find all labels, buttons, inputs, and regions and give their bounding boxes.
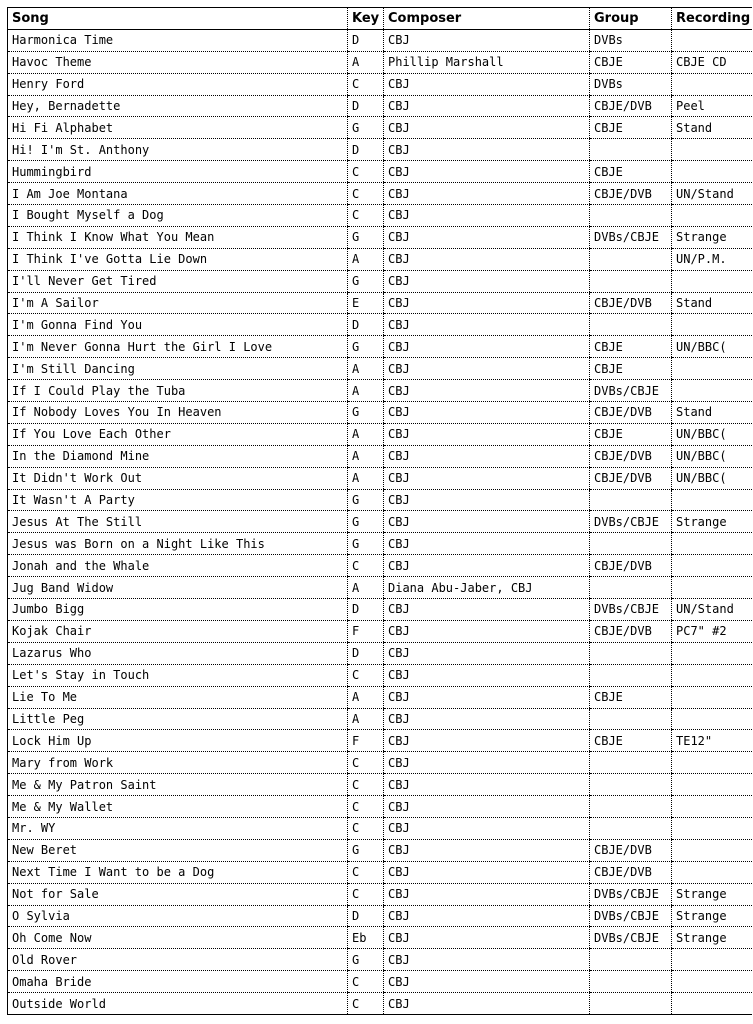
table-row — [8, 51, 752, 73]
cell-group[interactable]: DVBs/CBJE — [590, 511, 672, 533]
cell-group[interactable] — [590, 489, 672, 511]
cell-group[interactable]: CBJE/DVB — [590, 555, 672, 577]
cell-song[interactable]: Jesus was Born on a Night Like This — [8, 533, 348, 555]
cell-recording[interactable] — [672, 993, 752, 1015]
cell-composer[interactable]: CBJ — [384, 861, 590, 883]
table-row — [8, 620, 752, 642]
cell-group[interactable] — [590, 139, 672, 161]
cell-group[interactable]: CBJE — [590, 336, 672, 358]
table-row — [8, 599, 752, 621]
cell-song[interactable]: Little Peg — [8, 708, 348, 730]
cell-group[interactable]: CBJE — [590, 117, 672, 139]
cell-key[interactable]: A — [348, 445, 384, 467]
cell-composer[interactable]: CBJ — [384, 555, 590, 577]
cell-composer[interactable]: CBJ — [384, 993, 590, 1015]
cell-group[interactable] — [590, 949, 672, 971]
table-row — [8, 927, 752, 949]
cell-composer[interactable]: CBJ — [384, 314, 590, 336]
cell-key[interactable]: C — [348, 883, 384, 905]
cell-recording[interactable]: Strange — [672, 511, 752, 533]
cell-group[interactable] — [590, 248, 672, 270]
cell-key[interactable]: A — [348, 467, 384, 489]
table-row — [8, 402, 752, 424]
header-song: Song — [8, 8, 348, 30]
cell-key[interactable]: G — [348, 402, 384, 424]
cell-group[interactable]: CBJE — [590, 423, 672, 445]
cell-composer[interactable]: CBJ — [384, 467, 590, 489]
cell-group[interactable] — [590, 708, 672, 730]
cell-group[interactable]: DVBs/CBJE — [590, 927, 672, 949]
cell-recording[interactable] — [672, 533, 752, 555]
table-row — [8, 949, 752, 971]
cell-composer[interactable]: CBJ — [384, 205, 590, 227]
cell-song[interactable]: If Nobody Loves You In Heaven — [8, 402, 348, 424]
cell-group[interactable]: CBJE/DVB — [590, 292, 672, 314]
cell-key[interactable]: G — [348, 489, 384, 511]
cell-recording[interactable] — [672, 949, 752, 971]
cell-composer[interactable]: CBJ — [384, 445, 590, 467]
cell-recording[interactable]: UN/BBC( — [672, 423, 752, 445]
cell-key[interactable]: A — [348, 686, 384, 708]
cell-song[interactable]: New Beret — [8, 839, 348, 861]
table-row — [8, 577, 752, 599]
cell-song[interactable]: Lock Him Up — [8, 730, 348, 752]
table-row — [8, 205, 752, 227]
cell-key[interactable]: C — [348, 752, 384, 774]
cell-recording[interactable]: UN/BBC( — [672, 445, 752, 467]
cell-composer[interactable]: CBJ — [384, 358, 590, 380]
cell-key[interactable]: G — [348, 270, 384, 292]
cell-group[interactable] — [590, 533, 672, 555]
cell-song[interactable]: Next Time I Want to be a Dog — [8, 861, 348, 883]
cell-group[interactable] — [590, 752, 672, 774]
cell-key[interactable]: C — [348, 861, 384, 883]
cell-composer[interactable]: CBJ — [384, 402, 590, 424]
cell-recording[interactable]: Stand — [672, 292, 752, 314]
song-table — [7, 7, 752, 1015]
cell-composer[interactable]: CBJ — [384, 642, 590, 664]
cell-recording[interactable] — [672, 139, 752, 161]
table-row — [8, 796, 752, 818]
cell-composer[interactable]: CBJ — [384, 949, 590, 971]
cell-recording[interactable] — [672, 642, 752, 664]
cell-key[interactable]: G — [348, 226, 384, 248]
cell-recording[interactable] — [672, 839, 752, 861]
cell-key[interactable]: A — [348, 248, 384, 270]
cell-recording[interactable] — [672, 270, 752, 292]
cell-recording[interactable] — [672, 577, 752, 599]
cell-composer[interactable]: CBJ — [384, 29, 590, 51]
cell-group[interactable] — [590, 664, 672, 686]
cell-song[interactable]: I'm Never Gonna Hurt the Girl I Love — [8, 336, 348, 358]
cell-composer[interactable]: CBJ — [384, 730, 590, 752]
table-row — [8, 686, 752, 708]
cell-recording[interactable]: UN/Stand — [672, 183, 752, 205]
cell-recording[interactable]: Stand — [672, 117, 752, 139]
header-row — [8, 8, 752, 30]
table-row — [8, 883, 752, 905]
cell-recording[interactable]: Peel — [672, 95, 752, 117]
cell-composer[interactable]: CBJ — [384, 664, 590, 686]
table-row — [8, 511, 752, 533]
cell-composer[interactable]: CBJ — [384, 774, 590, 796]
cell-recording[interactable]: Stand — [672, 402, 752, 424]
cell-key[interactable]: C — [348, 183, 384, 205]
cell-group[interactable]: CBJE/DVB — [590, 861, 672, 883]
cell-song[interactable]: I'll Never Get Tired — [8, 270, 348, 292]
cell-song[interactable]: I Think I Know What You Mean — [8, 226, 348, 248]
table-row — [8, 380, 752, 402]
cell-recording[interactable]: Strange — [672, 905, 752, 927]
cell-song[interactable]: I Think I've Gotta Lie Down — [8, 248, 348, 270]
cell-composer[interactable]: CBJ — [384, 292, 590, 314]
cell-composer[interactable]: CBJ — [384, 248, 590, 270]
table-body — [8, 29, 752, 1014]
table-row — [8, 993, 752, 1015]
cell-recording[interactable] — [672, 686, 752, 708]
cell-group[interactable]: DVBs/CBJE — [590, 905, 672, 927]
cell-composer[interactable]: CBJ — [384, 226, 590, 248]
cell-composer[interactable]: CBJ — [384, 599, 590, 621]
cell-key[interactable]: G — [348, 949, 384, 971]
cell-song[interactable]: If You Love Each Other — [8, 423, 348, 445]
cell-song[interactable]: Kojak Chair — [8, 620, 348, 642]
cell-recording[interactable]: UN/BBC( — [672, 336, 752, 358]
cell-composer[interactable]: CBJ — [384, 927, 590, 949]
cell-composer[interactable]: Phillip Marshall — [384, 51, 590, 73]
cell-song[interactable]: Lie To Me — [8, 686, 348, 708]
cell-group[interactable]: CBJE/DVB — [590, 183, 672, 205]
table-row — [8, 971, 752, 993]
cell-key[interactable]: A — [348, 358, 384, 380]
cell-song[interactable]: Jug Band Widow — [8, 577, 348, 599]
table-row — [8, 183, 752, 205]
cell-composer[interactable]: CBJ — [384, 796, 590, 818]
cell-recording[interactable] — [672, 555, 752, 577]
cell-song[interactable]: Old Rover — [8, 949, 348, 971]
cell-key[interactable]: Eb — [348, 927, 384, 949]
cell-key[interactable]: A — [348, 380, 384, 402]
table-row — [8, 664, 752, 686]
cell-song[interactable]: I'm A Sailor — [8, 292, 348, 314]
cell-group[interactable] — [590, 642, 672, 664]
cell-recording[interactable] — [672, 205, 752, 227]
cell-recording[interactable]: UN/Stand — [672, 599, 752, 621]
cell-key[interactable]: C — [348, 555, 384, 577]
cell-song[interactable]: Mr. WY — [8, 817, 348, 839]
cell-recording[interactable] — [672, 489, 752, 511]
table-row — [8, 839, 752, 861]
cell-group[interactable]: CBJE/DVB — [590, 445, 672, 467]
table-row — [8, 774, 752, 796]
cell-song[interactable]: Hi Fi Alphabet — [8, 117, 348, 139]
cell-song[interactable]: Hi! I'm St. Anthony — [8, 139, 348, 161]
cell-composer[interactable]: CBJ — [384, 489, 590, 511]
cell-composer[interactable]: CBJ — [384, 533, 590, 555]
cell-song[interactable]: Let's Stay in Touch — [8, 664, 348, 686]
cell-composer[interactable]: CBJ — [384, 117, 590, 139]
cell-group[interactable]: CBJE — [590, 161, 672, 183]
cell-song[interactable]: Jesus At The Still — [8, 511, 348, 533]
cell-song[interactable]: Not for Sale — [8, 883, 348, 905]
cell-song[interactable]: I Am Joe Montana — [8, 183, 348, 205]
cell-group[interactable] — [590, 817, 672, 839]
cell-recording[interactable] — [672, 73, 752, 95]
cell-song[interactable]: Hey, Bernadette — [8, 95, 348, 117]
cell-key[interactable]: G — [348, 839, 384, 861]
header-key: Key — [348, 8, 384, 30]
cell-key[interactable]: C — [348, 73, 384, 95]
cell-recording[interactable] — [672, 861, 752, 883]
cell-group[interactable] — [590, 971, 672, 993]
cell-key[interactable]: C — [348, 774, 384, 796]
table-row — [8, 445, 752, 467]
table-row — [8, 29, 752, 51]
cell-song[interactable]: It Wasn't A Party — [8, 489, 348, 511]
cell-composer[interactable]: CBJ — [384, 336, 590, 358]
table-row — [8, 423, 752, 445]
cell-key[interactable]: F — [348, 730, 384, 752]
cell-key[interactable]: A — [348, 51, 384, 73]
cell-group[interactable]: CBJE/DVB — [590, 620, 672, 642]
cell-group[interactable] — [590, 314, 672, 336]
cell-key[interactable]: D — [348, 95, 384, 117]
cell-group[interactable] — [590, 993, 672, 1015]
cell-key[interactable]: G — [348, 533, 384, 555]
cell-recording[interactable] — [672, 161, 752, 183]
cell-key[interactable]: C — [348, 205, 384, 227]
cell-recording[interactable] — [672, 358, 752, 380]
cell-recording[interactable] — [672, 380, 752, 402]
cell-group[interactable]: DVBs/CBJE — [590, 380, 672, 402]
cell-song[interactable]: Mary from Work — [8, 752, 348, 774]
table-row — [8, 358, 752, 380]
cell-group[interactable] — [590, 796, 672, 818]
cell-composer[interactable]: CBJ — [384, 839, 590, 861]
table-row — [8, 73, 752, 95]
cell-group[interactable]: DVBs/CBJE — [590, 599, 672, 621]
cell-song[interactable]: I'm Still Dancing — [8, 358, 348, 380]
table-row — [8, 314, 752, 336]
cell-song[interactable]: Me & My Wallet — [8, 796, 348, 818]
cell-group[interactable]: DVBs/CBJE — [590, 883, 672, 905]
cell-group[interactable]: DVBs — [590, 29, 672, 51]
cell-composer[interactable]: CBJ — [384, 883, 590, 905]
cell-song[interactable]: Jonah and the Whale — [8, 555, 348, 577]
table-row — [8, 489, 752, 511]
table-row — [8, 905, 752, 927]
cell-recording[interactable] — [672, 971, 752, 993]
cell-recording[interactable]: PC7" #2 — [672, 620, 752, 642]
cell-key[interactable]: G — [348, 336, 384, 358]
cell-composer[interactable]: CBJ — [384, 686, 590, 708]
cell-song[interactable]: Outside World — [8, 993, 348, 1015]
table-row — [8, 708, 752, 730]
header-composer: Composer — [384, 8, 590, 30]
cell-composer[interactable]: CBJ — [384, 380, 590, 402]
cell-key[interactable]: C — [348, 161, 384, 183]
cell-song[interactable]: Omaha Bride — [8, 971, 348, 993]
cell-recording[interactable] — [672, 664, 752, 686]
cell-song[interactable]: If I Could Play the Tuba — [8, 380, 348, 402]
table-row — [8, 467, 752, 489]
table-row — [8, 139, 752, 161]
cell-key[interactable]: A — [348, 708, 384, 730]
cell-recording[interactable]: UN/BBC( — [672, 467, 752, 489]
cell-recording[interactable] — [672, 708, 752, 730]
cell-key[interactable]: F — [348, 620, 384, 642]
cell-song[interactable]: I Bought Myself a Dog — [8, 205, 348, 227]
cell-group[interactable]: DVBs — [590, 73, 672, 95]
cell-composer[interactable]: CBJ — [384, 73, 590, 95]
table-row — [8, 336, 752, 358]
cell-song[interactable]: Harmonica Time — [8, 29, 348, 51]
cell-group[interactable] — [590, 270, 672, 292]
cell-recording[interactable] — [672, 752, 752, 774]
cell-composer[interactable]: Diana Abu-Jaber, CBJ — [384, 577, 590, 599]
cell-recording[interactable]: Strange — [672, 927, 752, 949]
table-row — [8, 95, 752, 117]
cell-key[interactable]: D — [348, 314, 384, 336]
table-row — [8, 861, 752, 883]
cell-key[interactable]: D — [348, 29, 384, 51]
cell-key[interactable]: D — [348, 139, 384, 161]
cell-recording[interactable]: Strange — [672, 883, 752, 905]
cell-recording[interactable] — [672, 774, 752, 796]
cell-composer[interactable]: CBJ — [384, 905, 590, 927]
cell-group[interactable]: CBJE/DVB — [590, 95, 672, 117]
cell-recording[interactable] — [672, 817, 752, 839]
table-row — [8, 555, 752, 577]
cell-key[interactable]: A — [348, 577, 384, 599]
cell-group[interactable]: CBJE/DVB — [590, 839, 672, 861]
table-row — [8, 226, 752, 248]
cell-key[interactable]: G — [348, 117, 384, 139]
cell-group[interactable]: CBJE — [590, 51, 672, 73]
table-row — [8, 817, 752, 839]
table-row — [8, 117, 752, 139]
cell-group[interactable]: CBJE — [590, 686, 672, 708]
cell-composer[interactable]: CBJ — [384, 817, 590, 839]
table-row — [8, 533, 752, 555]
cell-group[interactable]: DVBs/CBJE — [590, 226, 672, 248]
cell-recording[interactable]: UN/P.M. — [672, 248, 752, 270]
table-row — [8, 292, 752, 314]
cell-composer[interactable]: CBJ — [384, 423, 590, 445]
cell-key[interactable]: A — [348, 423, 384, 445]
cell-group[interactable] — [590, 577, 672, 599]
cell-group[interactable]: CBJE — [590, 730, 672, 752]
header-recording: Recording — [672, 8, 752, 30]
cell-song[interactable]: Jumbo Bigg — [8, 599, 348, 621]
cell-recording[interactable] — [672, 29, 752, 51]
cell-key[interactable]: D — [348, 599, 384, 621]
table-row — [8, 270, 752, 292]
cell-song[interactable]: In the Diamond Mine — [8, 445, 348, 467]
cell-key[interactable]: C — [348, 993, 384, 1015]
cell-recording[interactable] — [672, 314, 752, 336]
cell-composer[interactable]: CBJ — [384, 708, 590, 730]
cell-composer[interactable]: CBJ — [384, 971, 590, 993]
cell-song[interactable]: I'm Gonna Find You — [8, 314, 348, 336]
table-row — [8, 248, 752, 270]
cell-song[interactable]: O Sylvia — [8, 905, 348, 927]
cell-key[interactable]: C — [348, 971, 384, 993]
cell-composer[interactable]: CBJ — [384, 161, 590, 183]
cell-group[interactable]: CBJE/DVB — [590, 402, 672, 424]
cell-key[interactable]: D — [348, 905, 384, 927]
cell-song[interactable]: Henry Ford — [8, 73, 348, 95]
cell-group[interactable] — [590, 205, 672, 227]
cell-composer[interactable]: CBJ — [384, 95, 590, 117]
cell-key[interactable]: G — [348, 511, 384, 533]
cell-key[interactable]: D — [348, 642, 384, 664]
cell-key[interactable]: C — [348, 664, 384, 686]
cell-song[interactable]: It Didn't Work Out — [8, 467, 348, 489]
cell-recording[interactable] — [672, 796, 752, 818]
table-row — [8, 730, 752, 752]
table-row — [8, 642, 752, 664]
cell-recording[interactable]: Strange — [672, 226, 752, 248]
cell-recording[interactable]: TE12" — [672, 730, 752, 752]
cell-song[interactable]: Oh Come Now — [8, 927, 348, 949]
cell-composer[interactable]: CBJ — [384, 270, 590, 292]
cell-composer[interactable]: CBJ — [384, 183, 590, 205]
cell-composer[interactable]: CBJ — [384, 139, 590, 161]
cell-song[interactable]: Lazarus Who — [8, 642, 348, 664]
cell-key[interactable]: C — [348, 796, 384, 818]
cell-key[interactable]: E — [348, 292, 384, 314]
cell-recording[interactable]: CBJE CD — [672, 51, 752, 73]
table-row — [8, 752, 752, 774]
cell-key[interactable]: C — [348, 817, 384, 839]
cell-composer[interactable]: CBJ — [384, 511, 590, 533]
cell-song[interactable]: Me & My Patron Saint — [8, 774, 348, 796]
cell-composer[interactable]: CBJ — [384, 620, 590, 642]
cell-group[interactable] — [590, 774, 672, 796]
header-group: Group — [590, 8, 672, 30]
table-row — [8, 161, 752, 183]
cell-group[interactable]: CBJE — [590, 358, 672, 380]
cell-song[interactable]: Hummingbird — [8, 161, 348, 183]
cell-group[interactable]: CBJE/DVB — [590, 467, 672, 489]
cell-composer[interactable]: CBJ — [384, 752, 590, 774]
cell-song[interactable]: Havoc Theme — [8, 51, 348, 73]
